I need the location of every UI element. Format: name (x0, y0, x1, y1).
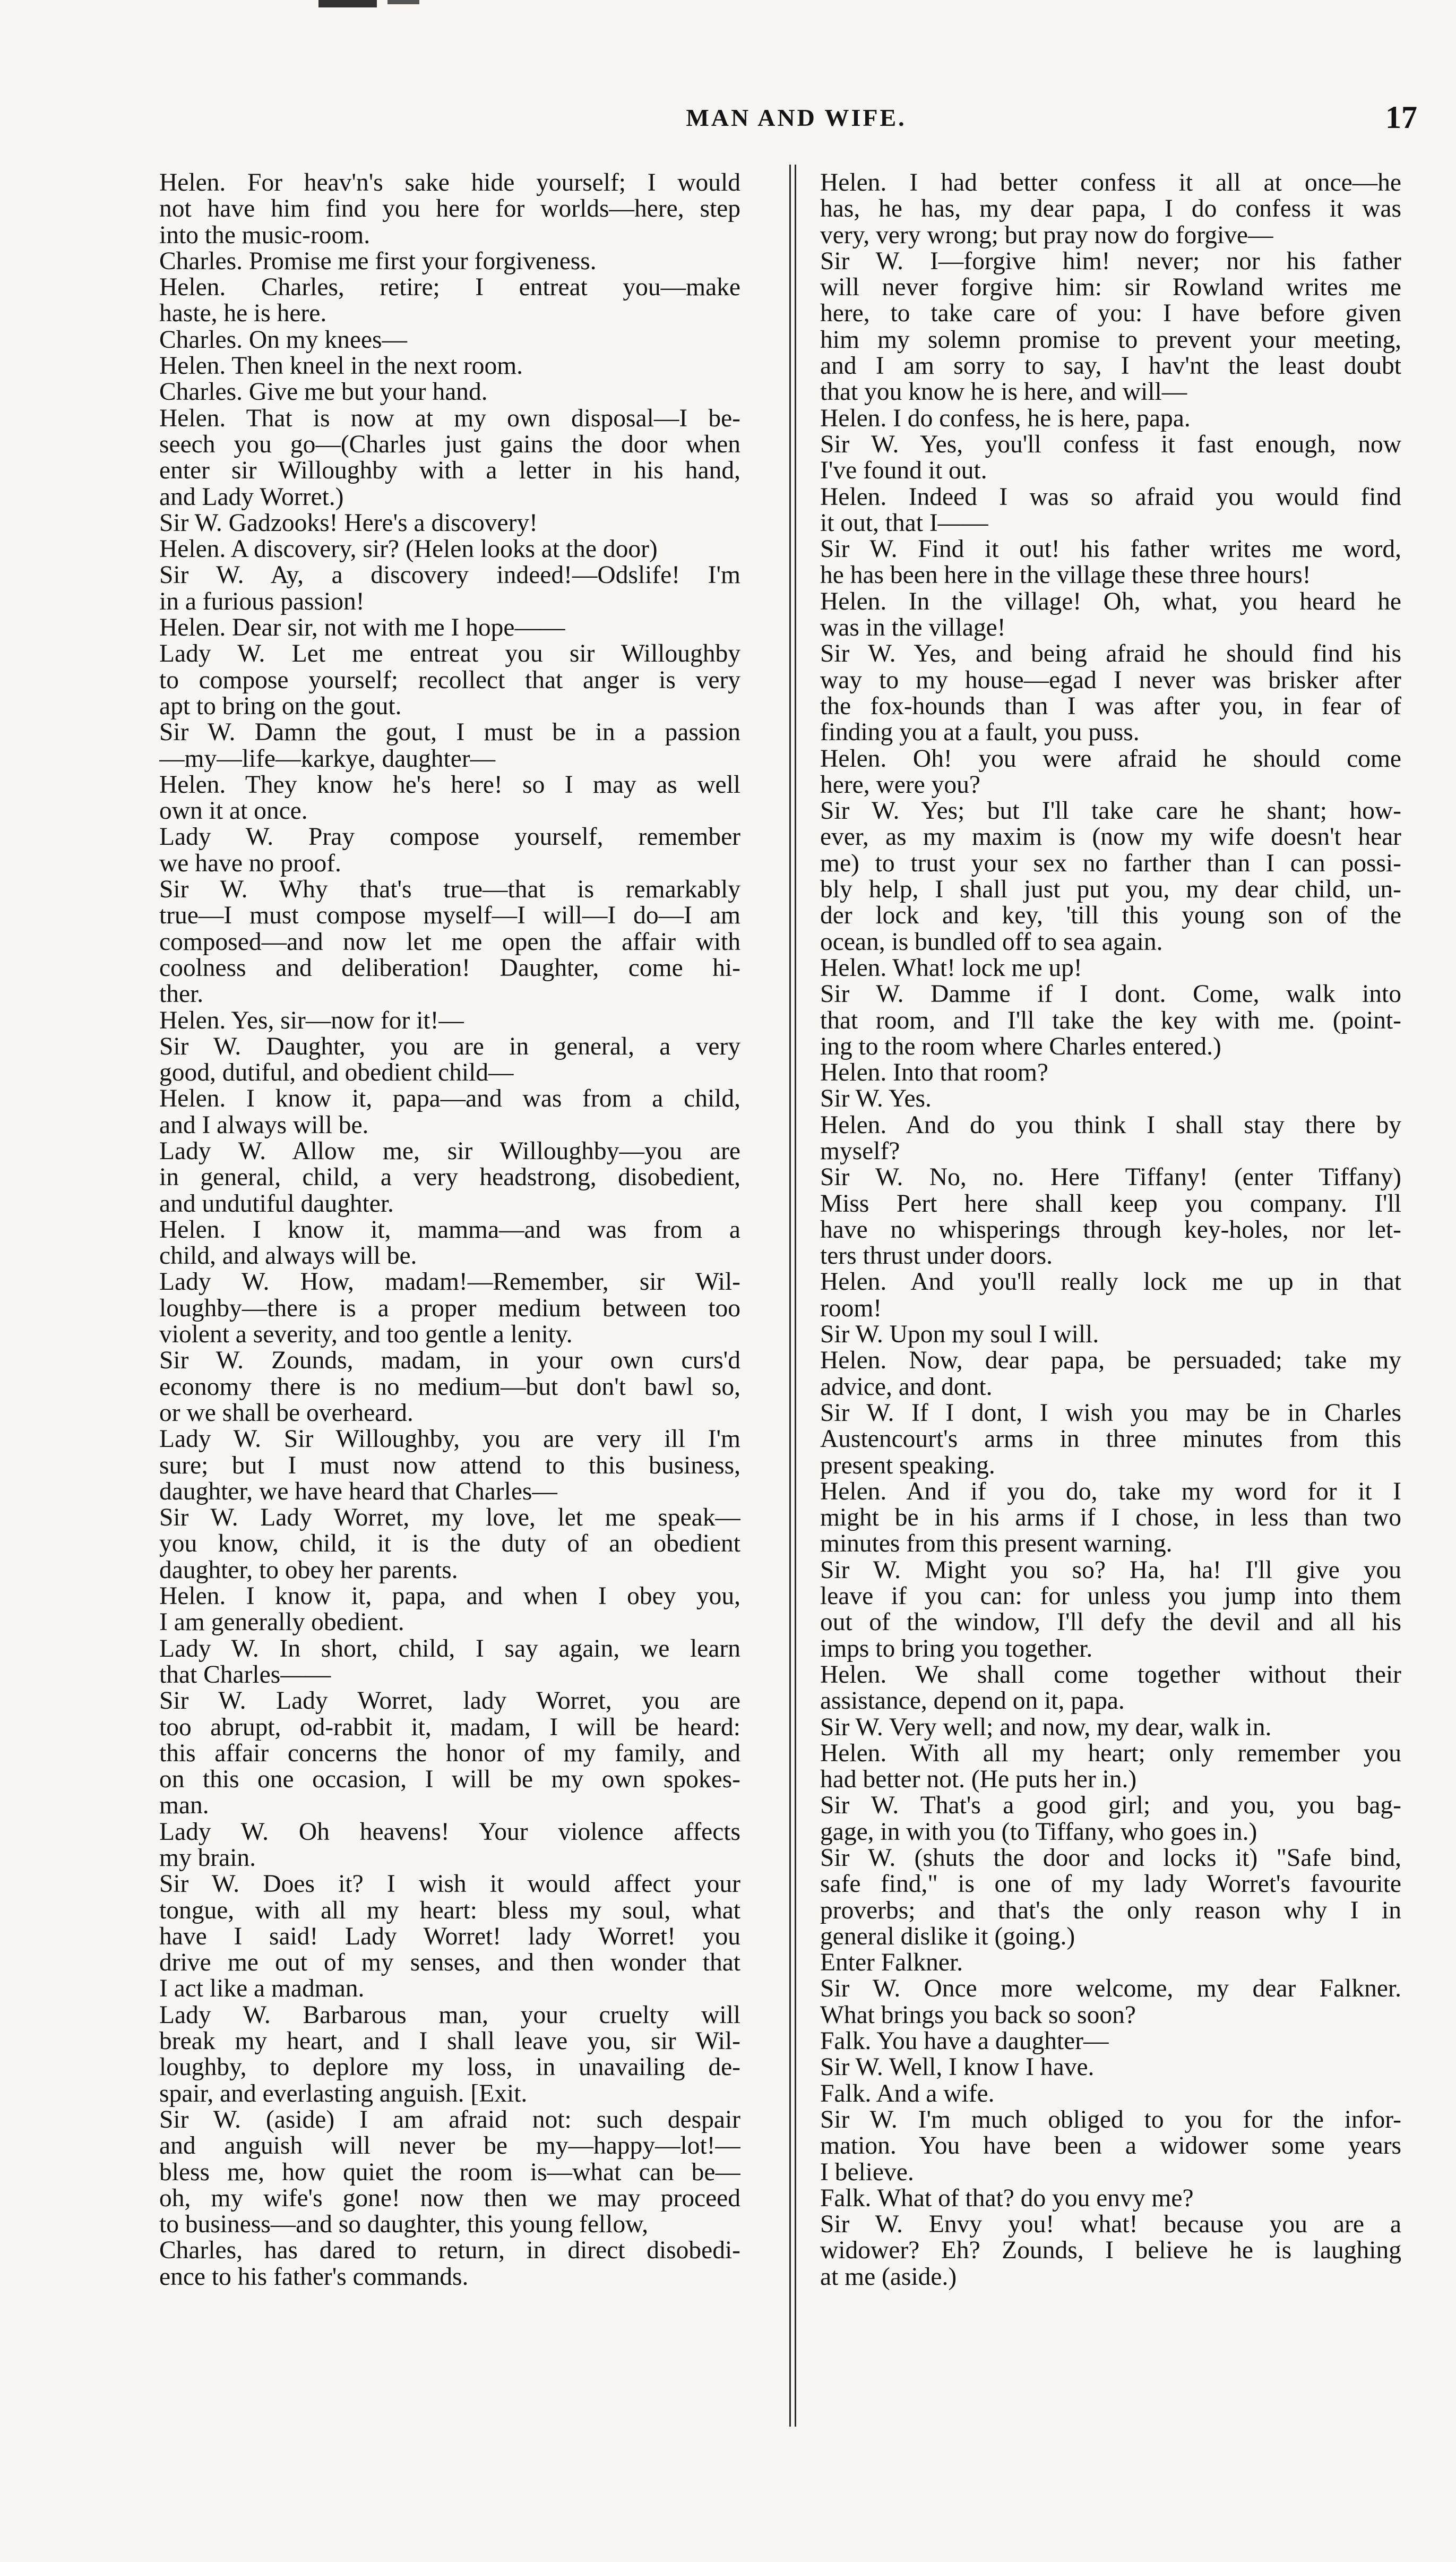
text-line: Helen. For heav'n's sake hide yourself; I would (159, 170, 740, 196)
text-line: Sir W. Yes. (820, 1086, 932, 1112)
text-line: in general, child, a very headstrong, disobedient, (159, 1164, 740, 1191)
text-line: Sir W. Ay, a discovery indeed!—Odslife! I'm (159, 562, 740, 589)
text-line: bly help, I shall just put you, my dear child, un- (820, 877, 1401, 903)
text-line: to business—and so daughter, this young fellow, (159, 2212, 649, 2238)
text-line: myself? (820, 1138, 900, 1165)
text-line: Helen. We shall come together without their (820, 1661, 1401, 1689)
text-line: Helen. Charles, retire; I entreat you—make (159, 275, 740, 301)
text-line: Sir W. Envy you! what! because you are a (820, 2212, 1401, 2238)
text-line: Charles. On my knees— (159, 327, 407, 354)
text-line: haste, he is here. (159, 301, 327, 327)
text-line: drive me out of my senses, and then wonder that (159, 1950, 740, 1976)
text-line: ing to the room where Charles entered.) (820, 1033, 1221, 1060)
text-line: out of the window, I'll defy the devil and all his (820, 1609, 1401, 1636)
text-line: break my heart, and I shall leave you, sir Wil- (159, 2028, 740, 2055)
text-line: Sir W. Once more welcome, my dear Falkner. (820, 1976, 1401, 2002)
text-line: Helen. They know he's here! so I may as well (159, 772, 740, 799)
text-line: Lady W. Oh heavens! Your violence affects (159, 1819, 740, 1845)
text-line: and anguish will never be my—happy—lot!— (159, 2133, 740, 2160)
text-line: ocean, is bundled off to sea again. (820, 929, 1163, 955)
text-line: coolness and deliberation! Daughter, come hi- (159, 955, 740, 982)
text-line: have I said! Lady Worret! lady Worret! you (159, 1923, 740, 1950)
text-line: mation. You have been a widower some years (820, 2133, 1401, 2160)
text-line: general dislike it (going.) (820, 1923, 1075, 1950)
text-line: and I always will be. (159, 1112, 369, 1138)
text-line: room! (820, 1295, 882, 1322)
text-line: Sir W. Damme if I dont. Come, walk into (820, 981, 1401, 1008)
text-line: Sir W. If I dont, I wish you may be in Charles (820, 1400, 1401, 1427)
text-line: very, very wrong; but pray now do forgive— (820, 222, 1273, 249)
text-line: Falk. And a wife. (820, 2080, 995, 2107)
text-line: I am generally obedient. (159, 1609, 404, 1636)
text-line: Helen. With all my heart; only remember you (820, 1740, 1401, 1767)
text-line: assistance, depend on it, papa. (820, 1688, 1125, 1715)
text-line: ever, as my maxim is (now my wife doesn't hear (820, 824, 1401, 851)
text-line: Helen. Dear sir, not with me I hope—— (159, 615, 565, 641)
text-line: der lock and key, 'till this young son of the (820, 903, 1401, 929)
text-line: on this one occasion, I will be my own spokes- (159, 1767, 740, 1793)
text-line: Enter Falkner. (820, 1950, 963, 1976)
text-line: not have him find you here for worlds—here, step (159, 196, 740, 222)
text-line: Sir W. (shuts the door and locks it) "Safe bind, (820, 1845, 1401, 1872)
text-line: Sir W. Yes; but I'll take care he shant; how- (820, 798, 1401, 825)
text-line: own it at once. (159, 798, 308, 825)
text-line: at me (aside.) (820, 2264, 957, 2291)
text-line: minutes from this present warning. (820, 1531, 1173, 1557)
text-line: here, were you? (820, 772, 980, 799)
text-line: Helen. Oh! you were afraid he should come (820, 746, 1401, 772)
text-line: Helen. I do confess, he is here, papa. (820, 405, 1191, 432)
text-line: Sir W. No, no. Here Tiffany! (enter Tiffany) (820, 1164, 1401, 1191)
text-line: Sir W. I'm much obliged to you for the infor- (820, 2106, 1401, 2133)
text-line: Helen. I know it, papa, and when I obey you, (159, 1583, 740, 1610)
text-line: composed—and now let me open the affair with (159, 929, 740, 955)
text-line: Miss Pert here shall keep you company. I'll (820, 1190, 1401, 1217)
text-line: violent a severity, and too gentle a lenity. (159, 1322, 573, 1348)
text-line: Charles. Promise me first your forgiveness. (159, 248, 597, 275)
text-line: spair, and everlasting anguish. [Exit. (159, 2080, 528, 2107)
column-divider-right (795, 165, 796, 2427)
text-line: Lady W. In short, child, I say again, we learn (159, 1635, 740, 1662)
text-line: —my—life—karkye, daughter— (159, 746, 496, 772)
text-line: here, to take care of you: I have before given (820, 301, 1401, 327)
column-divider-left (789, 165, 791, 2427)
text-line: Helen. That is now at my own disposal—I be- (159, 405, 740, 432)
text-line: imps to bring you together. (820, 1635, 1093, 1662)
text-line: Sir W. Find it out! his father writes me word, (820, 536, 1401, 563)
text-line: Sir W. Does it? I wish it would affect your (159, 1871, 740, 1898)
text-line: have no whisperings through key-holes, nor let- (820, 1216, 1401, 1244)
text-line: ters thrust under doors. (820, 1243, 1053, 1270)
text-line: Sir W. That's a good girl; and you, you bag- (820, 1793, 1401, 1819)
text-line: man. (159, 1793, 209, 1819)
text-line: Charles, has dared to return, in direct disobedi- (159, 2238, 740, 2264)
text-line: Helen. In the village! Oh, what, you heard he (820, 588, 1401, 615)
left-column (159, 170, 740, 2290)
text-line: economy there is no medium—but don't bawl so, (159, 1374, 740, 1400)
text-line: true—I must compose myself—I will—I do—I am (159, 903, 740, 929)
text-line: it out, that I—— (820, 510, 988, 537)
text-line: apt to bring on the gout. (159, 693, 402, 720)
text-line: seech you go—(Charles just gains the door when (159, 431, 740, 458)
text-line: Sir W. Zounds, madam, in your own curs'd (159, 1348, 740, 1374)
text-line: leave if you can: for unless you jump into them (820, 1583, 1401, 1610)
text-line: him my solemn promise to prevent your meeting, (820, 327, 1401, 354)
text-line: Sir W. Lady Worret, lady Worret, you are (159, 1688, 740, 1715)
text-line: Helen. Into that room? (820, 1060, 1049, 1086)
text-line: had better not. (He puts her in.) (820, 1767, 1137, 1793)
text-line: you know, child, it is the duty of an obedient (159, 1531, 740, 1557)
page-header (175, 100, 1417, 151)
text-line: we have no proof. (159, 850, 341, 877)
text-line: too abrupt, od-rabbit it, madam, I will be heard: (159, 1714, 740, 1741)
page-number: 17 (1385, 100, 1417, 135)
text-line: and undutiful daughter. (159, 1190, 394, 1217)
text-line: advice, and dont. (820, 1374, 993, 1400)
text-line: Sir W. Daughter, you are in general, a very (159, 1033, 740, 1060)
text-line: Helen. Yes, sir—now for it!— (159, 1007, 464, 1034)
right-column (820, 170, 1401, 2290)
text-line: finding you at a fault, you puss. (820, 719, 1140, 746)
text-line: Sir W. Why that's true—that is remarkably (159, 877, 740, 903)
text-line: gage, in with you (to Tiffany, who goes in.) (820, 1819, 1257, 1845)
text-line: in a furious passion! (159, 588, 365, 615)
text-line: has, he has, my dear papa, I do confess it was (820, 196, 1401, 222)
text-line: Helen. I had better confess it all at once—he (820, 170, 1401, 196)
text-line: was in the village! (820, 615, 1006, 641)
text-line: the fox-hounds than I was after you, in fear of (820, 693, 1401, 720)
text-line: loughby—there is a proper medium between too (159, 1295, 740, 1322)
text-line: Helen. A discovery, sir? (Helen looks at the door) (159, 536, 658, 563)
text-line: might be in his arms if I chose, in less than two (820, 1505, 1401, 1531)
text-line: proverbs; and that's the only reason why I in (820, 1897, 1401, 1924)
text-line: this affair concerns the honor of my family, and (159, 1740, 740, 1767)
text-line: Austencourt's arms in three minutes from this (820, 1426, 1401, 1453)
text-line: my brain. (159, 1845, 256, 1872)
text-line: Helen. What! lock me up! (820, 955, 1082, 982)
text-line: that you know he is here, and will— (820, 379, 1187, 406)
text-line: Sir W. Gadzooks! Here's a discovery! (159, 510, 538, 537)
text-line: Helen. And do you think I shall stay there by (820, 1112, 1401, 1138)
text-line: Sir W. Yes, and being afraid he should find his (820, 641, 1401, 667)
text-line: Sir W. Well, I know I have. (820, 2054, 1095, 2081)
text-line: he has been here in the village these three hours! (820, 562, 1311, 589)
text-line: Helen. Then kneel in the next room. (159, 353, 523, 380)
text-line: Helen. And you'll really lock me up in that (820, 1269, 1401, 1296)
text-line: widower? Eh? Zounds, I believe he is laughing (820, 2238, 1401, 2264)
text-line: Lady W. Allow me, sir Willoughby—you are (159, 1138, 740, 1165)
text-line: Lady W. Let me entreat you sir Willoughby (159, 641, 740, 667)
text-line: oh, my wife's gone! now then we may proceed (159, 2185, 740, 2212)
text-line: bless me, how quiet the room is—what can be— (159, 2159, 740, 2186)
text-line: daughter, we have heard that Charles— (159, 1478, 557, 1505)
text-line: safe find," is one of my lady Worret's favourite (820, 1871, 1401, 1898)
page-top-edge-marks (318, 0, 478, 21)
text-line: will never forgive him: sir Rowland writes me (820, 275, 1401, 301)
text-line: Sir W. Yes, you'll confess it fast enough, now (820, 431, 1401, 458)
text-line: into the music-room. (159, 222, 371, 249)
text-line: that room, and I'll take the key with me. (point- (820, 1007, 1401, 1034)
text-line: way to my house—egad I never was brisker after (820, 667, 1401, 693)
running-title: MAN AND WIFE. (686, 104, 907, 131)
text-line: child, and always will be. (159, 1243, 417, 1270)
text-line: Lady W. Sir Willoughby, you are very ill I'm (159, 1426, 740, 1453)
text-line: I've found it out. (820, 458, 987, 484)
text-line: Sir W. Lady Worret, my love, let me speak— (159, 1505, 740, 1531)
text-line: enter sir Willoughby with a letter in his hand, (159, 458, 740, 484)
text-line: that Charles—— (159, 1661, 331, 1689)
text-line: Sir W. Upon my soul I will. (820, 1322, 1099, 1348)
text-line: and I am sorry to say, I hav'nt the least doubt (820, 353, 1401, 380)
text-line: tongue, with all my heart: bless my soul, what (159, 1897, 740, 1924)
text-line: Helen. And if you do, take my word for it I (820, 1478, 1401, 1505)
text-line: What brings you back so soon? (820, 2002, 1136, 2029)
text-line: Sir W. Very well; and now, my dear, walk in. (820, 1714, 1272, 1741)
text-line: and Lady Worret.) (159, 484, 344, 510)
text-line: daughter, to obey her parents. (159, 1557, 458, 1584)
text-line: Lady W. Barbarous man, your cruelty will (159, 2002, 740, 2029)
text-line: present speaking. (820, 1452, 995, 1479)
text-line: Helen. Now, dear papa, be persuaded; take my (820, 1348, 1401, 1374)
text-line: Falk. What of that? do you envy me? (820, 2185, 1194, 2212)
text-line: Lady W. Pray compose yourself, remember (159, 824, 740, 851)
text-line: Helen. I know it, papa—and was from a child, (159, 1086, 740, 1112)
text-line: sure; but I must now attend to this business, (159, 1452, 740, 1479)
text-line: Helen. I know it, mamma—and was from a (159, 1216, 740, 1244)
text-line: Lady W. How, madam!—Remember, sir Wil- (159, 1269, 740, 1296)
text-line: or we shall be overheard. (159, 1400, 413, 1427)
text-line: ther. (159, 981, 204, 1008)
text-line: Sir W. (aside) I am afraid not: such despair (159, 2106, 740, 2133)
text-line: to compose yourself; recollect that anger is very (159, 667, 740, 693)
text-line: Falk. You have a daughter— (820, 2028, 1109, 2055)
text-line: me) to trust your sex no farther than I can possi- (820, 850, 1401, 877)
text-line: ence to his father's commands. (159, 2264, 469, 2291)
text-line: Sir W. Might you so? Ha, ha! I'll give you (820, 1557, 1401, 1584)
text-line: Sir W. I—forgive him! never; nor his father (820, 248, 1401, 275)
text-line: good, dutiful, and obedient child— (159, 1060, 514, 1086)
text-line: I believe. (820, 2159, 914, 2186)
text-line: Charles. Give me but your hand. (159, 379, 488, 406)
text-line: I act like a madman. (159, 1976, 365, 2002)
text-line: Sir W. Damn the gout, I must be in a passion (159, 719, 740, 746)
text-line: Helen. Indeed I was so afraid you would find (820, 484, 1401, 510)
text-line: loughby, to deplore my loss, in unavailing de- (159, 2054, 740, 2081)
